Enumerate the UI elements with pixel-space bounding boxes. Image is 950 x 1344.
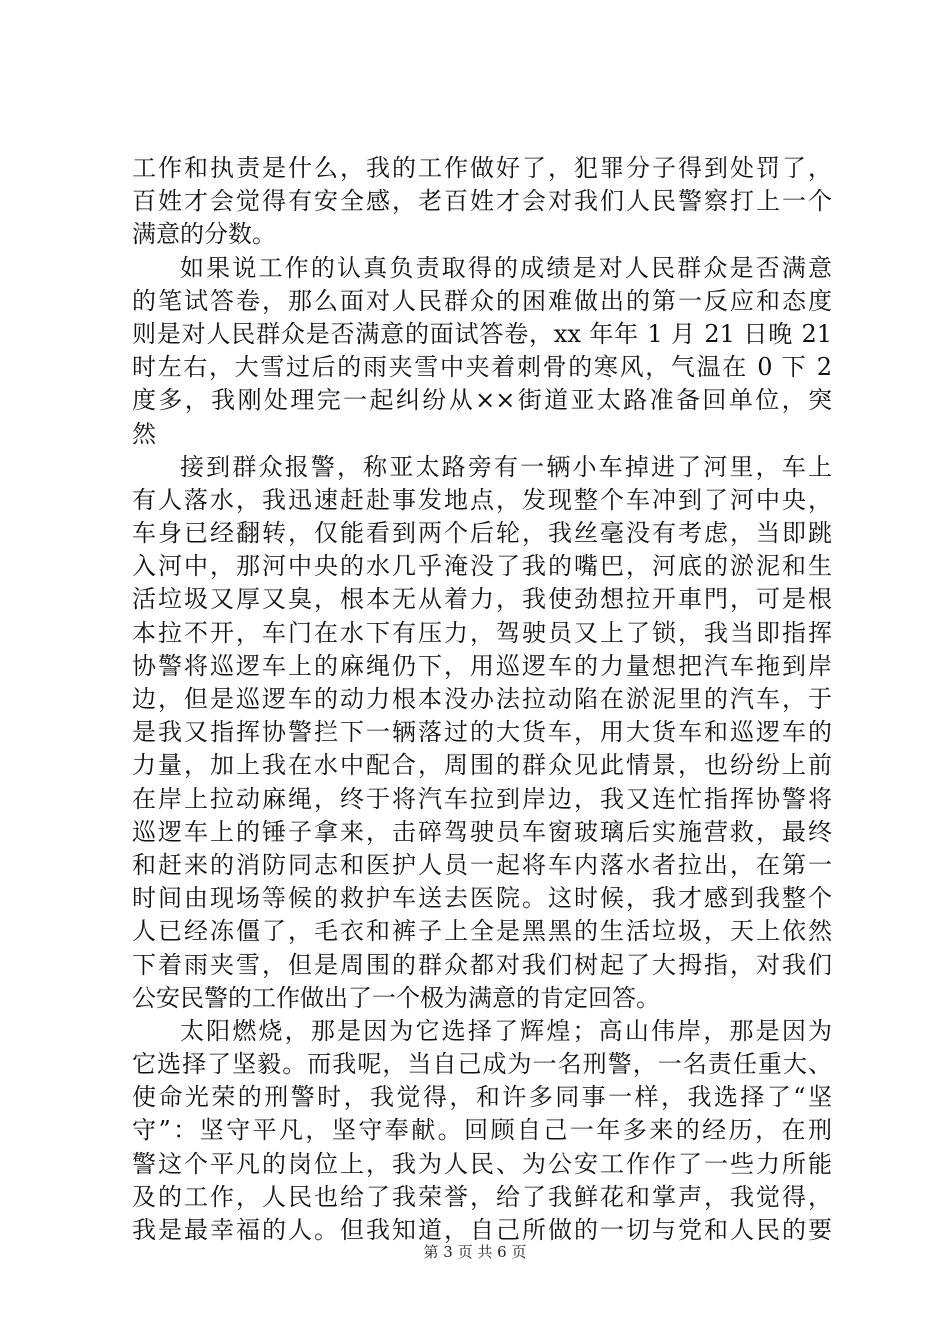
text-line: 我是最幸福的人。但我知道，自己所做的一切与党和人民的要 xyxy=(132,1216,832,1244)
text-line: 度多，我刚处理完一起纠纷从××街道亚太路准备回单位，突 xyxy=(132,386,832,415)
text-line: 和赶来的消防同志和医护人员一起将车内落水者拉出，在第一 xyxy=(132,850,832,879)
text-line: 协警将巡逻车上的麻绳仍下，用巡逻车的力量想把汽车拖到岸 xyxy=(132,651,832,680)
text-line: 活垃圾又厚又臭，根本无从着力，我使劲想拉开車門，可是根 xyxy=(132,585,832,614)
text-line: 时左右，大雪过后的雨夹雪中夹着刺骨的寒风，气温在 0 下 2 xyxy=(132,353,832,382)
text-line: 如果说工作的认真负责取得的成绩是对人民群众是否满意 xyxy=(180,253,832,282)
text-line: 接到群众报警，称亚太路旁有一辆小车掉进了河里，车上 xyxy=(180,452,832,481)
text-line: 时间由现场等候的救护车送去医院。这时候，我才感到我整个 xyxy=(132,884,832,913)
text-line: 车身已经翻转，仅能看到两个后轮，我丝毫没有考虑，当即跳 xyxy=(132,519,832,548)
text-line: 使命光荣的刑警时，我觉得，和许多同事一样，我选择了“坚 xyxy=(132,1083,832,1112)
text-line: 则是对人民群众是否满意的面试答卷，xx 年年 1 月 21 日晚 21 xyxy=(132,319,832,348)
text-line: 公安民警的工作做出了一个极为满意的肯定回答。 xyxy=(132,983,660,1012)
text-line: 有人落水，我迅速赶赴事发地点，发现整个车冲到了河中央， xyxy=(132,485,832,514)
body-text xyxy=(132,152,832,1247)
text-line: 在岸上拉动麻绳，终于将汽车拉到岸边，我又连忙指挥协警将 xyxy=(132,784,832,813)
text-line: 警这个平凡的岗位上，我为人民、为公安工作作了一些力所能 xyxy=(132,1149,832,1178)
text-line: 它选择了坚毅。而我呢，当自己成为一名刑警，一名责任重大、 xyxy=(132,1050,832,1079)
text-line: 力量，加上我在水中配合，周围的群众见此情景，也纷纷上前 xyxy=(132,751,832,780)
text-line: 是我又指挥协警拦下一辆落过的大货车，用大货车和巡逻车的 xyxy=(132,718,832,747)
text-line: 本拉不开，车门在水下有压力，驾驶员又上了锁，我当即指挥 xyxy=(132,618,832,647)
text-line: 满意的分数。 xyxy=(132,220,276,249)
text-line: 百姓才会觉得有安全感，老百姓才会对我们人民警察打上一个 xyxy=(132,187,832,216)
text-line: 人已经冻僵了，毛衣和裤子上全是黑黑的生活垃圾，天上依然 xyxy=(132,917,832,946)
text-line: 及的工作，人民也给了我荣誉，给了我鲜花和掌声，我觉得， xyxy=(132,1182,832,1211)
text-line: 边，但是巡逻车的动力根本没办法拉动陷在淤泥里的汽车，于 xyxy=(132,685,832,713)
text-line: 工作和执责是什么，我的工作做好了，犯罪分子得到处罚了， xyxy=(132,154,832,182)
text-line: 守”：坚守平凡，坚守奉献。回顾自己一年多来的经历，在刑 xyxy=(132,1116,832,1145)
text-line: 巡逻车上的锤子拿来，击碎驾驶员车窗玻璃后实施营救，最终 xyxy=(132,817,832,846)
text-line: 下着雨夹雪，但是周围的群众都对我们树起了大拇指，对我们 xyxy=(132,950,832,979)
text-line: 入河中，那河中央的水几乎淹没了我的嘴巴，河底的淤泥和生 xyxy=(132,552,832,581)
text-line: 太阳燃烧，那是因为它选择了辉煌；高山伟岸，那是因为 xyxy=(180,1016,832,1045)
text-line: 的笔试答卷，那么面对人民群众的困难做出的第一反应和态度 xyxy=(132,286,832,315)
text-line: 然 xyxy=(132,419,156,448)
page-footer: 第 3 页 共 6 页 xyxy=(423,1243,527,1261)
